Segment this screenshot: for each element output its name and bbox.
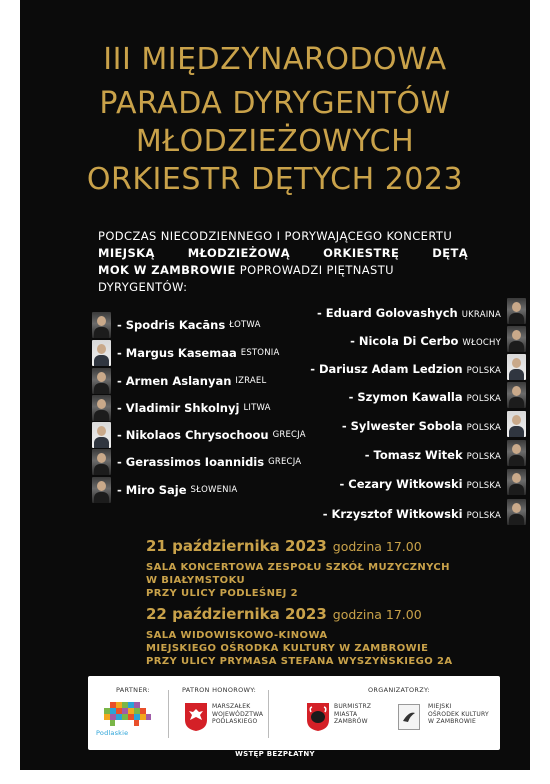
organizer-2-text-3: W ZAMBROWIE bbox=[428, 718, 476, 725]
event-2-address: PRZY ULICY PRYMASA STEFANA WYSZYŃSKIEGO 2A bbox=[146, 656, 453, 667]
conductor-name: - Dariusz Adam Ledzion bbox=[310, 361, 463, 376]
footer-free-entry: WSTĘP BEZPŁATNY bbox=[235, 750, 315, 758]
divider bbox=[268, 690, 269, 738]
event-1-date-text: 21 października 2023 bbox=[146, 537, 327, 555]
conductor-right-7 bbox=[340, 469, 526, 495]
conductor-photo bbox=[92, 368, 111, 394]
event-2-hour: godzina 17.00 bbox=[332, 607, 422, 622]
conductor-name: - Sylwester Sobola bbox=[341, 418, 463, 433]
conductor-country: POLSKA bbox=[466, 393, 501, 404]
conductor-country: POLSKA bbox=[466, 451, 501, 462]
patron-text-3: PODLASKIEGO bbox=[212, 718, 258, 725]
sponsors-panel bbox=[88, 676, 500, 750]
conductor-photo bbox=[507, 469, 526, 495]
conductor-photo bbox=[507, 298, 526, 324]
conductor-name: - Gerassimos Ioannidis bbox=[117, 455, 265, 469]
conductor-right-5 bbox=[342, 411, 526, 437]
organizer-2-text-2: OŚRODEK KULTURY bbox=[428, 710, 489, 718]
partner-caption: PARTNER: bbox=[116, 686, 150, 694]
conductor-photo bbox=[507, 382, 526, 408]
conductor-country: IZRAEL bbox=[235, 376, 267, 386]
intro-line-3-rest: POPROWADZI PIĘTNASTU bbox=[235, 263, 394, 277]
event-1-hour: godzina 17.00 bbox=[332, 539, 422, 554]
conductor-photo bbox=[92, 395, 111, 421]
conductor-country: GRECJA bbox=[272, 430, 306, 440]
conductor-left-7 bbox=[92, 477, 237, 503]
event-2-date-text: 22 października 2023 bbox=[146, 605, 327, 623]
conductor-country: WŁOCHY bbox=[462, 337, 501, 348]
title-line-2: PARADA DYRYGENTÓW bbox=[99, 86, 451, 121]
poster bbox=[20, 0, 530, 770]
event-1-date bbox=[146, 537, 422, 555]
conductor-name: - Eduard Golovashych bbox=[317, 305, 458, 320]
conductor-country: POLSKA bbox=[466, 422, 501, 433]
conductor-right-3 bbox=[310, 354, 526, 380]
event-1-city: W BIAŁYMSTOKU bbox=[146, 575, 246, 586]
conductor-photo bbox=[92, 422, 111, 448]
conductor-left-1 bbox=[92, 312, 261, 338]
conductor-name: - Krzysztof Witkowski bbox=[322, 506, 463, 521]
organizer-2-text-1: MIEJSKI bbox=[428, 703, 452, 710]
conductor-name: - Szymon Kawalla bbox=[348, 389, 463, 404]
conductor-name: - Nicola Di Cerbo bbox=[350, 333, 459, 348]
patron-text-2: WOJEWÓDZTWA bbox=[212, 710, 264, 718]
conductor-name: - Tomasz Witek bbox=[364, 447, 463, 462]
patron-caption: PATRON HONOROWY: bbox=[182, 686, 257, 694]
conductor-left-3 bbox=[92, 368, 266, 394]
conductor-right-6 bbox=[365, 440, 526, 466]
intro-line-2: MIEJSKĄ MŁODZIEŻOWĄ ORKIESTRĘ DĘTĄ bbox=[98, 246, 468, 260]
organizer-1-text bbox=[334, 703, 371, 726]
conductor-photo bbox=[507, 440, 526, 466]
conductor-country: ESTONIA bbox=[240, 348, 280, 358]
podlaskie-logo-text: Podlaskie bbox=[96, 729, 129, 737]
organizer-1-text-3: ZAMBRÓW bbox=[334, 718, 368, 725]
patron-text-1: MARSZAŁEK bbox=[212, 703, 251, 710]
intro-text bbox=[98, 228, 468, 296]
mok-logo-icon bbox=[398, 704, 420, 730]
conductor-name: - Cezary Witkowski bbox=[339, 476, 463, 491]
conductor-left-6 bbox=[92, 449, 301, 475]
event-1-address: PRZY ULICY PODLEŚNEJ 2 bbox=[146, 588, 298, 599]
conductor-country: UKRAINA bbox=[461, 309, 501, 320]
intro-line-4: DYRYGENTÓW: bbox=[98, 280, 188, 294]
conductor-photo bbox=[92, 449, 111, 475]
conductor-left-4 bbox=[92, 395, 271, 421]
conductor-name: - Nikolaos Chrysochoou bbox=[117, 428, 269, 442]
conductor-photo bbox=[507, 499, 526, 525]
conductor-country: POLSKA bbox=[466, 365, 501, 376]
intro-line-1: PODCZAS NIECODZIENNEGO I PORYWAJĄCEGO KONCERTU bbox=[98, 229, 453, 243]
organizers-caption: ORGANIZATORZY: bbox=[368, 686, 430, 694]
zambrow-coat-of-arms-icon bbox=[306, 702, 330, 732]
patron-text bbox=[212, 703, 263, 726]
conductor-right-1 bbox=[317, 298, 526, 324]
conductor-photo bbox=[507, 354, 526, 380]
title-line-1: III MIĘDZYNARODOWA bbox=[103, 42, 447, 77]
conductor-country: POLSKA bbox=[466, 510, 501, 521]
event-2-venue: SALA WIDOWISKOWO-KINOWA bbox=[146, 630, 328, 641]
conductor-right-4 bbox=[349, 382, 526, 408]
conductor-right-8 bbox=[323, 499, 526, 525]
conductor-name: - Miro Saje bbox=[117, 483, 187, 497]
conductor-photo bbox=[92, 340, 111, 366]
title-line-4: ORKIESTR DĘTYCH 2023 bbox=[86, 162, 464, 197]
conductor-name: - Armen Aslanyan bbox=[117, 374, 232, 388]
conductor-photo bbox=[507, 411, 526, 437]
mok-emblem-icon bbox=[399, 705, 419, 729]
event-2-date bbox=[146, 605, 422, 623]
podlaskie-logo bbox=[96, 698, 158, 738]
conductor-name: - Vladimir Shkolnyj bbox=[117, 401, 240, 415]
event-1-venue: SALA KONCERTOWA ZESPOŁU SZKÓŁ MUZYCZNYCH bbox=[146, 562, 450, 573]
organizer-2-text bbox=[428, 703, 489, 726]
conductor-left-5 bbox=[92, 422, 306, 448]
event-2-venue-2: MIEJSKIEGO OŚRODKA KULTURY W ZAMBROWIE bbox=[146, 643, 429, 654]
conductor-name: - Margus Kasemaa bbox=[117, 346, 237, 360]
title-line-3: MŁODZIEŻOWYCH bbox=[135, 124, 415, 159]
organizer-1-text-2: MIASTA bbox=[334, 710, 358, 718]
coat-of-arms-eagle-icon bbox=[184, 702, 208, 732]
conductor-photo bbox=[92, 312, 111, 338]
conductor-left-2 bbox=[92, 340, 279, 366]
conductor-country: SŁOWENIA bbox=[190, 485, 238, 495]
intro-line-3-bold: MOK W ZAMBROWIE bbox=[98, 263, 236, 277]
conductor-country: GRECJA bbox=[268, 457, 302, 467]
conductor-photo bbox=[92, 477, 111, 503]
divider bbox=[168, 690, 169, 738]
conductor-country: POLSKA bbox=[466, 480, 501, 491]
conductor-photo bbox=[507, 326, 526, 352]
conductor-country: ŁOTWA bbox=[229, 320, 261, 330]
conductor-name: - Spodris Kacāns bbox=[117, 318, 226, 332]
organizer-1-text-1: BURMISTRZ bbox=[334, 703, 372, 710]
conductor-country: LITWA bbox=[243, 403, 271, 413]
conductor-right-2 bbox=[350, 326, 526, 352]
